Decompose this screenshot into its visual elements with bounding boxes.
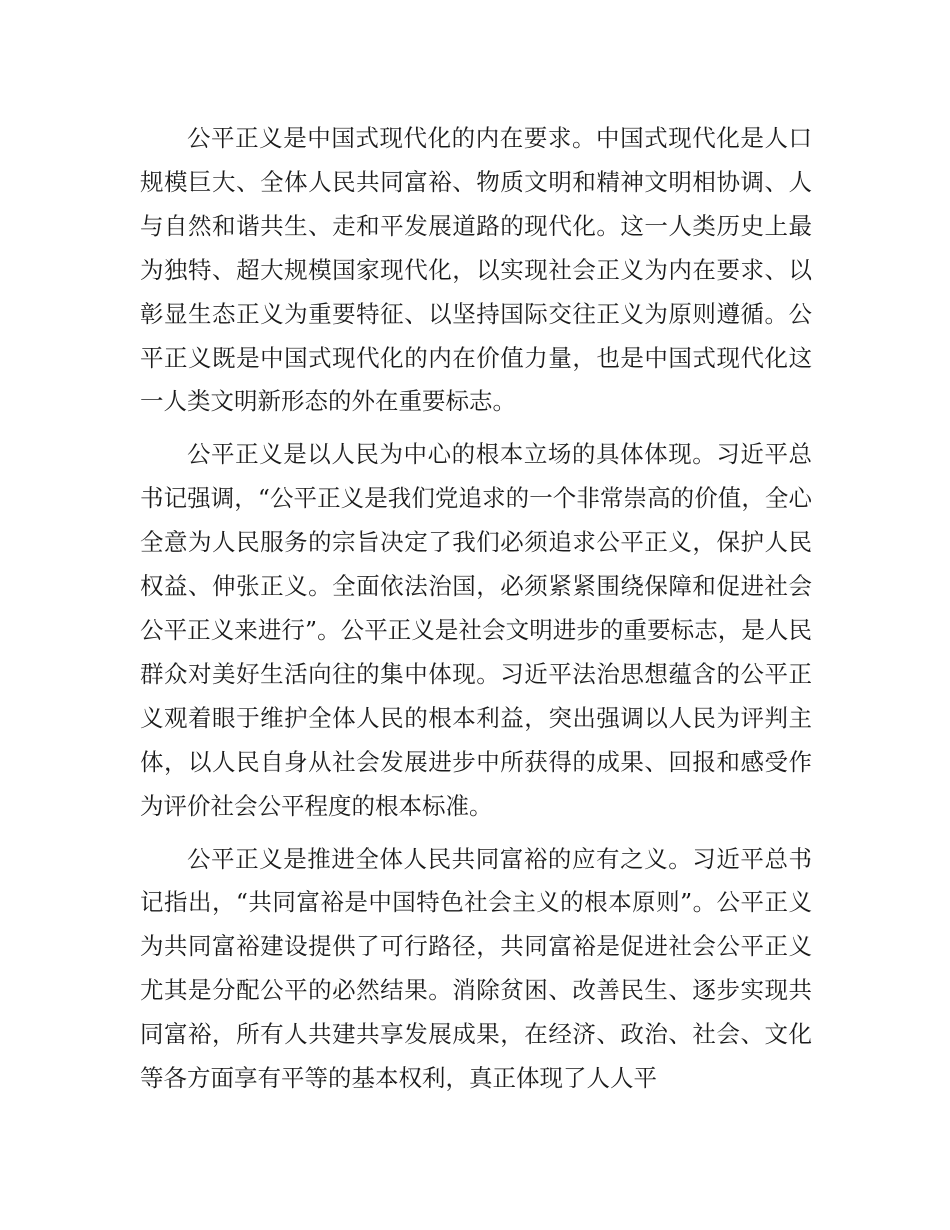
paragraph-3: 公平正义是推进全体人民共同富裕的应有之义。习近平总书记指出，“共同富裕是中国特色社会主义的根本原则”。公平正义为共同富裕建设提供了可行路径，共同富裕是促进社会公平正义尤其是分配公平的必然结果。消除贫困、改善民生、逐步实现共同富裕，所有人共建共享发展成果，在经济、政治、社会、文化等各方面享有平等的基本权利，真正体现了人人平 (140, 844, 812, 1093)
paragraph-1: 公平正义是中国式现代化的内在要求。中国式现代化是人口规模巨大、全体人民共同富裕、物质文明和精神文明相协调、人与自然和谐共生、走和平发展道路的现代化。这一人类历史上最为独特、超大规模国家现代化，以实现社会正义为内在要求、以彰显生态正义为重要特征、以坚持国际交往正义为原则遵循。公平正义既是中国式现代化的内在价值力量，也是中国式现代化这一人类文明新形态的外在重要标志。 (140, 124, 812, 416)
document-body (140, 117, 812, 1101)
paragraph-2: 公平正义是以人民为中心的根本立场的具体体现。习近平总书记强调，“公平正义是我们党追求的一个非常崇高的价值，全心全意为人民服务的宗旨决定了我们必须追求公平正义，保护人民权益、伸张正义。全面依法治国，必须紧紧围绕保障和促进社会公平正义来进行”。公平正义是社会文明进步的重要标志，是人民群众对美好生活向往的集中体现。习近平法治思想蕴含的公平正义观着眼于维护全体人民的根本利益，突出强调以人民为评判主体，以人民自身从社会发展进步中所获得的成果、回报和感受作为评价社会公平程度的根本标准。 (140, 440, 812, 820)
